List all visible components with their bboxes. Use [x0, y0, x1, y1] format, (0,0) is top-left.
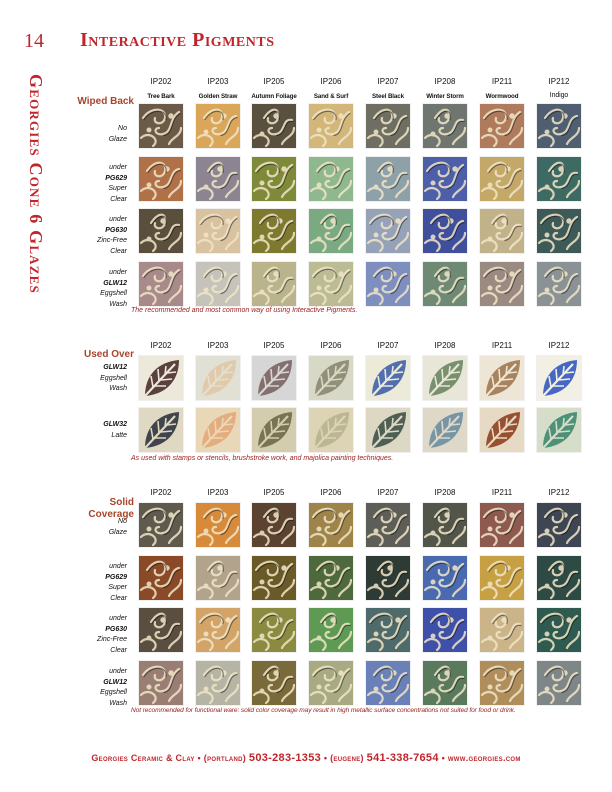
pigment-tile — [480, 408, 524, 452]
swirl-tile-icon — [196, 503, 240, 547]
pigment-tile — [196, 209, 240, 253]
pigment-tile — [537, 503, 581, 547]
pigment-tile — [309, 608, 353, 652]
swirl-tile-icon — [252, 157, 296, 201]
leaf-stamp-icon — [480, 356, 524, 400]
column-name: Wormwood — [485, 93, 519, 100]
swirl-tile-icon — [252, 556, 296, 600]
leaf-stamp-icon — [252, 408, 296, 452]
pigment-tile — [537, 262, 581, 306]
swirl-tile-icon — [537, 503, 581, 547]
pigment-tile — [537, 608, 581, 652]
pigment-tile — [252, 503, 296, 547]
swirl-tile-icon — [309, 209, 353, 253]
row-label-line: under — [109, 269, 127, 276]
side-title: Georgies Cone 6 Glazes — [26, 74, 46, 294]
pigment-tile — [423, 157, 467, 201]
leaf-stamp-icon — [423, 408, 467, 452]
row-label-line: Super — [108, 185, 127, 192]
row-label-line: Wash — [109, 699, 127, 707]
swirl-tile-icon — [480, 104, 524, 148]
leaf-stamp-icon — [252, 356, 296, 400]
leaf-stamp-icon — [366, 356, 410, 400]
row-label-line: PG629 — [105, 573, 127, 581]
page-title: Interactive Pigments — [80, 29, 275, 51]
pigment-tile — [366, 262, 410, 306]
swirl-tile-icon — [537, 262, 581, 306]
swirl-tile-icon — [537, 104, 581, 148]
swirl-tile-icon — [309, 503, 353, 547]
column-name: Indigo — [549, 92, 569, 99]
pigment-tile — [252, 661, 296, 705]
swirl-tile-icon — [423, 556, 467, 600]
pigment-tile — [252, 556, 296, 600]
row-label-line: under — [109, 668, 127, 675]
row-label-line: Zinc-Free — [97, 636, 127, 643]
pigment-tile — [139, 503, 183, 547]
swirl-tile-icon — [366, 209, 410, 253]
pigment-tile — [423, 262, 467, 306]
pigment-tile — [309, 157, 353, 201]
pigment-tile — [480, 356, 524, 400]
swirl-tile-icon — [366, 262, 410, 306]
pigment-tile — [366, 104, 410, 148]
column-code: IP207 — [377, 488, 399, 497]
pigment-tile — [480, 608, 524, 652]
row-label-line: Eggshell — [100, 374, 127, 382]
swirl-tile-icon — [480, 209, 524, 253]
pigment-tile — [196, 157, 240, 201]
row-label-line: Latte — [111, 431, 127, 439]
leaf-stamp-icon — [139, 356, 183, 400]
swirl-tile-icon — [423, 262, 467, 306]
swirl-tile-icon — [480, 262, 524, 306]
column-code: IP207 — [377, 341, 399, 350]
pigment-tile — [196, 356, 240, 400]
pigment-tile — [423, 356, 467, 400]
pigment-tile — [480, 104, 524, 148]
leaf-stamp-icon — [537, 356, 581, 400]
pigment-tile — [139, 661, 183, 705]
pigment-tile — [252, 209, 296, 253]
swirl-tile-icon — [139, 104, 183, 148]
pigment-tile — [537, 157, 581, 201]
pigment-tile — [196, 661, 240, 705]
swirl-tile-icon — [196, 661, 240, 705]
pigment-tile — [196, 408, 240, 452]
swirl-tile-icon — [309, 661, 353, 705]
column-name: Winter Storm — [426, 93, 464, 100]
pigment-tile — [252, 104, 296, 148]
swirl-tile-icon — [423, 157, 467, 201]
column-code: IP211 — [491, 488, 513, 497]
swirl-tile-icon — [309, 104, 353, 148]
row-label-line: PG630 — [105, 625, 127, 633]
swirl-tile-icon — [480, 556, 524, 600]
swirl-tile-icon — [139, 262, 183, 306]
pigment-tile — [139, 157, 183, 201]
pigment-tile — [309, 209, 353, 253]
column-code: IP212 — [548, 341, 570, 350]
swirl-tile-icon — [252, 503, 296, 547]
pigment-tile — [252, 408, 296, 452]
row-label-line: Glaze — [108, 135, 127, 143]
swirl-tile-icon — [537, 157, 581, 201]
pigment-tile — [480, 556, 524, 600]
column-code: IP202 — [150, 77, 172, 86]
swirl-tile-icon — [309, 157, 353, 201]
pigment-tile — [423, 661, 467, 705]
leaf-stamp-icon — [366, 408, 410, 452]
pigment-tile — [196, 556, 240, 600]
leaf-stamp-icon — [423, 356, 467, 400]
leaf-stamp-icon — [196, 356, 240, 400]
row-label-line: Zinc-Free — [97, 237, 127, 244]
column-code: IP202 — [150, 341, 172, 350]
row-label-line: Eggshell — [100, 689, 127, 696]
row-label-line: Clear — [110, 594, 127, 602]
row-label-line: GLW12 — [103, 678, 127, 686]
pigment-tile — [480, 262, 524, 306]
swirl-tile-icon — [480, 608, 524, 652]
swirl-tile-icon — [196, 157, 240, 201]
swirl-tile-icon — [309, 608, 353, 652]
column-code: IP202 — [150, 488, 172, 497]
swirl-tile-icon — [252, 608, 296, 652]
leaf-stamp-icon — [309, 408, 353, 452]
row-label-line: GLW32 — [103, 421, 127, 428]
row-label-line: under — [109, 164, 127, 171]
swirl-tile-icon — [139, 556, 183, 600]
pigment-tile — [139, 262, 183, 306]
column-name: Autumn Foliage — [251, 93, 297, 100]
pigment-tile — [309, 503, 353, 547]
footer-portland-phone: 503-283-1353 — [248, 752, 322, 764]
footer-company: Georgies Ceramic & Clay — [91, 753, 195, 763]
row-label-line: Clear — [110, 646, 127, 654]
pigment-tile — [537, 356, 581, 400]
row-label — [100, 268, 127, 310]
row-label-line: Glaze — [108, 528, 127, 536]
pigment-tile — [309, 556, 353, 600]
row-label-line: under — [109, 615, 127, 622]
pigment-tile — [139, 356, 183, 400]
footer-separator: • — [197, 753, 201, 763]
column-code: IP208 — [434, 488, 456, 497]
pigment-tile — [480, 661, 524, 705]
swirl-tile-icon — [480, 503, 524, 547]
column-code: IP206 — [320, 488, 342, 497]
leaf-stamp-icon — [537, 408, 581, 452]
section-caption: Not recommended for functional ware: solid color coverage may result in high metallic surface concentrations not suited for food or drink. — [131, 707, 516, 714]
pigment-tile — [423, 556, 467, 600]
swirl-tile-icon — [423, 661, 467, 705]
row-label-line: No — [118, 518, 127, 525]
swirl-tile-icon — [366, 661, 410, 705]
swirl-tile-icon — [537, 608, 581, 652]
swirl-tile-icon — [139, 608, 183, 652]
pigment-tile — [196, 503, 240, 547]
pigment-tile — [366, 608, 410, 652]
footer — [0, 752, 612, 764]
row-label-line: Wash — [109, 385, 127, 392]
swirl-tile-icon — [139, 157, 183, 201]
pigment-tile — [366, 356, 410, 400]
swirl-tile-icon — [537, 556, 581, 600]
column-code: IP203 — [207, 488, 229, 497]
pigment-tile — [309, 408, 353, 452]
swirl-tile-icon — [252, 262, 296, 306]
column-code: IP212 — [548, 77, 570, 86]
column-code: IP212 — [548, 488, 570, 497]
pigment-tile — [423, 104, 467, 148]
pigment-tile — [480, 503, 524, 547]
row-label — [100, 667, 127, 709]
swirl-tile-icon — [252, 209, 296, 253]
swirl-tile-icon — [480, 661, 524, 705]
pigment-tile — [537, 104, 581, 148]
column-code: IP205 — [263, 341, 285, 350]
row-label-line: Super — [108, 584, 127, 591]
row-label — [105, 163, 127, 205]
pigment-tile — [480, 209, 524, 253]
leaf-stamp-icon — [309, 356, 353, 400]
swirl-tile-icon — [480, 157, 524, 201]
pigment-tile — [139, 556, 183, 600]
column-code: IP203 — [207, 77, 229, 86]
swirl-tile-icon — [252, 661, 296, 705]
pigment-tile — [537, 209, 581, 253]
column-code: IP211 — [491, 341, 513, 350]
column-code: IP206 — [320, 341, 342, 350]
pigment-tile — [423, 503, 467, 547]
pigment-tile — [537, 556, 581, 600]
row-label — [105, 562, 127, 604]
swirl-tile-icon — [423, 503, 467, 547]
swirl-tile-icon — [309, 262, 353, 306]
swirl-tile-icon — [423, 608, 467, 652]
pigment-tile — [309, 356, 353, 400]
pigment-tile — [196, 104, 240, 148]
swirl-tile-icon — [423, 104, 467, 148]
section-label: Wiped Back — [77, 96, 134, 107]
swirl-tile-icon — [196, 104, 240, 148]
column-name: Sand & Surf — [313, 93, 349, 100]
footer-eugene-label: (eugene) — [330, 753, 364, 763]
pigment-tile — [366, 503, 410, 547]
footer-separator: • — [323, 753, 328, 763]
swirl-tile-icon — [537, 661, 581, 705]
pigment-tile — [139, 209, 183, 253]
pigment-tile — [366, 661, 410, 705]
pigment-tile — [139, 104, 183, 148]
swirl-tile-icon — [366, 503, 410, 547]
row-label-line: under — [109, 563, 127, 570]
section-caption: As used with stamps or stencils, brushstroke work, and majolica painting techniques. — [131, 455, 394, 462]
section-label: Solid Coverage — [88, 497, 134, 520]
swirl-tile-icon — [366, 157, 410, 201]
pigment-tile — [366, 408, 410, 452]
footer-website[interactable]: www.georgies.com — [447, 753, 521, 763]
pigment-tile — [537, 661, 581, 705]
row-label — [109, 517, 127, 538]
column-name: Tree Bark — [147, 93, 175, 100]
column-name: Golden Straw — [198, 93, 238, 100]
pigment-tile — [252, 262, 296, 306]
row-label-line: GLW12 — [103, 279, 127, 287]
row-label-line: No — [118, 125, 127, 132]
page-number: 14 — [24, 30, 44, 52]
swirl-tile-icon — [366, 608, 410, 652]
pigment-tile — [423, 209, 467, 253]
row-label — [97, 215, 127, 257]
section-caption: The recommended and most common way of using Interactive Pigments. — [131, 307, 358, 314]
pigment-tile — [537, 408, 581, 452]
pigment-tile — [252, 157, 296, 201]
row-label-line: Wash — [109, 300, 127, 308]
column-code: IP208 — [434, 341, 456, 350]
pigment-tile — [366, 556, 410, 600]
row-label-line: Eggshell — [100, 290, 127, 297]
column-code: IP205 — [263, 488, 285, 497]
swirl-tile-icon — [196, 608, 240, 652]
footer-eugene-phone: 541-338-7654 — [366, 752, 439, 764]
column-code: IP206 — [320, 77, 342, 86]
swirl-tile-icon — [366, 556, 410, 600]
pigment-tile — [309, 104, 353, 148]
row-label — [97, 614, 127, 656]
row-label-line: PG629 — [105, 174, 127, 182]
pigment-tile — [252, 608, 296, 652]
swirl-tile-icon — [309, 556, 353, 600]
row-label-line: GLW12 — [103, 364, 127, 371]
pigment-tile — [423, 608, 467, 652]
column-code: IP203 — [207, 341, 229, 350]
row-label-line: PG630 — [105, 226, 127, 234]
column-code: IP205 — [263, 77, 285, 86]
leaf-stamp-icon — [196, 408, 240, 452]
pigment-tile — [139, 408, 183, 452]
leaf-stamp-icon — [480, 408, 524, 452]
column-code: IP211 — [491, 77, 513, 86]
pigment-tile — [480, 157, 524, 201]
pigment-tile — [196, 608, 240, 652]
swirl-tile-icon — [196, 262, 240, 306]
pigment-tile — [252, 356, 296, 400]
column-code: IP208 — [434, 77, 456, 86]
pigment-tile — [309, 661, 353, 705]
swirl-tile-icon — [196, 209, 240, 253]
pigment-tile — [309, 262, 353, 306]
pigment-tile — [366, 209, 410, 253]
footer-separator: • — [441, 753, 446, 763]
swirl-tile-icon — [423, 209, 467, 253]
swirl-tile-icon — [196, 556, 240, 600]
pigment-tile — [366, 157, 410, 201]
footer-portland-label: (portland) — [203, 753, 247, 763]
pigment-tile — [139, 608, 183, 652]
row-label — [109, 124, 127, 145]
column-code: IP207 — [377, 77, 399, 86]
row-label-line: Clear — [110, 195, 127, 203]
pigment-tile — [196, 262, 240, 306]
swirl-tile-icon — [366, 104, 410, 148]
row-label — [103, 420, 127, 441]
swirl-tile-icon — [139, 503, 183, 547]
row-label — [100, 363, 127, 395]
swirl-tile-icon — [139, 209, 183, 253]
swirl-tile-icon — [252, 104, 296, 148]
row-label-line: Clear — [110, 247, 127, 255]
swirl-tile-icon — [537, 209, 581, 253]
row-label-line: under — [109, 216, 127, 223]
pigment-tile — [423, 408, 467, 452]
swirl-tile-icon — [139, 661, 183, 705]
section-label: Used Over — [83, 349, 134, 360]
leaf-stamp-icon — [139, 408, 183, 452]
column-name: Steel Black — [372, 93, 404, 100]
